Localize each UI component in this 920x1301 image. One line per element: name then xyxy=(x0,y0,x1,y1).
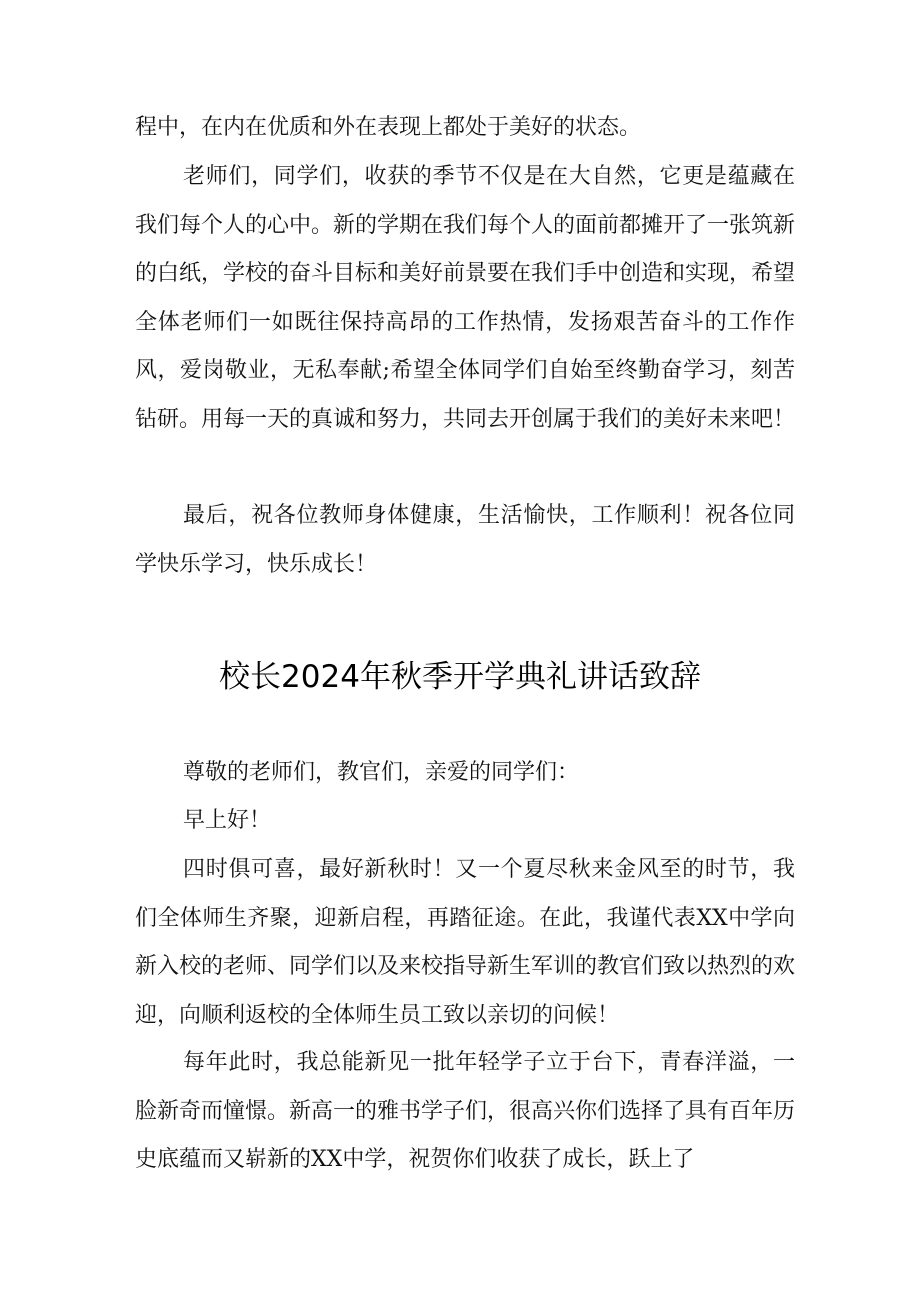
paragraph-closing-wishes: 最后，祝各位教师身体健康，生活愉快，工作顺利！祝各位同学快乐学习，快乐成长！ xyxy=(135,503,795,577)
paragraph-continuation: 程中，在内在优质和外在表现上都处于美好的状态。 xyxy=(135,115,642,140)
speech-salutation: 尊敬的老师们，教官们，亲爱的同学们： xyxy=(183,760,580,785)
paragraph-harvest-season: 老师们，同学们，收获的季节不仅是在大自然，它更是蕴藏在我们每个人的心中。新的学期在我们每个人的面前都摊开了一张筑新的白纸，学校的奋斗目标和美好前景要在我们手中创造和实现，希望全体老师们一如既往保持高昂的工作热情，发扬艰苦奋斗的工作作风，爱岗敬业，无私奉献;希望全体同学们自始至终勤奋学习，刻苦钻研。用每一天的真诚和努力，共同去开创属于我们的美好未来吧！ xyxy=(135,164,796,432)
paragraph-new-students: 每年此时，我总能新见一批年轻学子立于台下，青春洋溢，一脸新奇而憧憬。新高一的雅书学子们，很高兴你们选择了具有百年历史底蕴而又崭新的XX中学，祝贺你们收获了成长，跃上了 xyxy=(135,1050,796,1172)
speech-greeting: 早上好！ xyxy=(183,808,272,833)
speech-title: 校长2024年秋季开学典礼讲话致辞 xyxy=(219,659,701,695)
paragraph-welcome: 四时俱可喜，最好新秋时！又一个夏尽秋来金风至的时节，我们全体师生齐聚，迎新启程，再踏征途。在此，我谨代表XX中学向新入校的老师、同学们以及来校指导新生军训的教官们致以热烈的欢迎，向顺利返校的全体师生员工致以亲切的问候！ xyxy=(135,857,796,1028)
